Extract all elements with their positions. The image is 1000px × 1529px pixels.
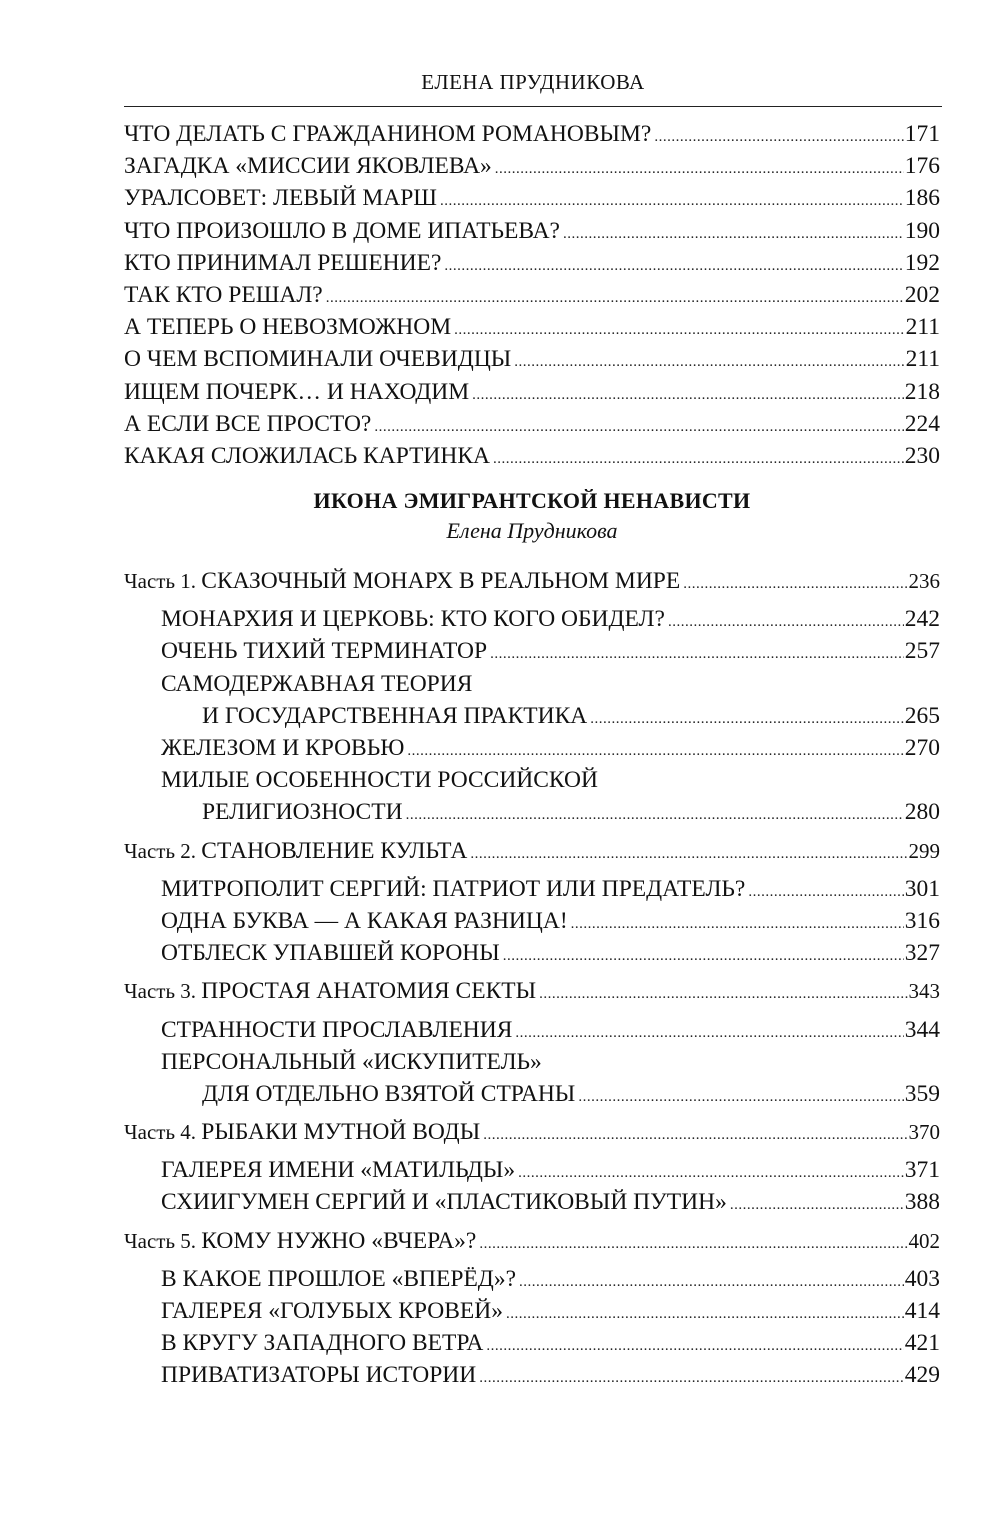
part-name: ПРОСТАЯ АНАТОМИЯ СЕКТЫ [201,978,537,1005]
dot-leader [470,838,907,870]
toc-entry-title: В КРУГУ ЗАПАДНОГО ВЕТРА [161,1330,484,1357]
header-rule [124,106,942,107]
toc-chapter[interactable] [124,1014,940,1046]
toc-entry-title: ЖЕЛЕЗОМ И КРОВЬЮ [161,735,405,761]
dot-leader [563,218,904,250]
toc-entry-title: СХИИГУМЕН СЕРГИЙ И «ПЛАСТИКОВЫЙ ПУТИН» [161,1189,727,1216]
dot-leader [472,379,904,411]
toc-entry-page: 343 [908,979,940,1004]
toc-entry-page: 230 [904,442,940,469]
toc-chapter-line[interactable] [124,668,940,700]
toc-chapter[interactable] [124,635,940,667]
toc-entry-page: 359 [904,1080,940,1107]
dot-leader [479,1228,907,1260]
toc-entry-title: ГАЛЕРЕЯ ИМЕНИ «МАТИЛЬДЫ» [161,1157,516,1184]
part-name: СКАЗОЧНЫЙ МОНАРХ В РЕАЛЬНОМ МИРЕ [201,568,681,595]
toc-entry-title: РЕЛИГИОЗНОСТИ [202,799,403,826]
dot-leader [406,799,904,831]
toc-entry[interactable] [124,247,940,279]
toc-chapter[interactable] [124,1186,940,1218]
toc-entry-title: ОЧЕНЬ ТИХИЙ ТЕРМИНАТОР [161,638,488,665]
toc-entry-page: 316 [904,907,940,934]
toc-chapter[interactable] [124,732,940,764]
dot-leader [407,735,903,767]
dot-leader [683,568,907,600]
dot-leader [483,1119,907,1151]
table-of-contents [124,118,940,1398]
dot-leader [654,121,903,153]
toc-part[interactable] [124,1116,940,1148]
toc-entry-page: 171 [904,121,940,147]
dot-leader [479,1362,904,1394]
toc-entry-title: О ЧЕМ ВСПОМИНАЛИ ОЧЕВИДЦЫ [124,346,512,373]
toc-entry-title: А ТЕПЕРЬ О НЕВОЗМОЖНОМ [124,314,452,341]
toc-entry-title: УРАЛСОВЕТ: ЛЕВЫЙ МАРШ [124,185,437,212]
toc-entry-title: МИЛЫЕ ОСОБЕННОСТИ РОССИЙСКОЙ [161,767,598,794]
toc-part-title [124,565,680,597]
dot-leader [495,153,904,185]
dot-leader [578,1081,903,1113]
toc-entry-page: 414 [904,1298,940,1324]
toc-entry-title: КАКАЯ СЛОЖИЛАСЬ КАРТИНКА [124,442,491,469]
toc-entry-title: В КАКОЕ ПРОШЛОЕ «ВПЕРЁД»? [161,1265,517,1292]
toc-entry[interactable] [124,215,940,247]
part-name: КОМУ НУЖНО «ВЧЕРА»? [201,1227,477,1254]
toc-entry-title: ОТБЛЕСК УПАВШЕЙ КОРОНЫ [161,940,500,967]
toc-entry[interactable] [124,279,940,311]
toc-part-title [124,835,467,867]
dot-leader [514,346,904,378]
dot-leader [539,978,907,1010]
toc-entry-title: ПЕРСОНАЛЬНЫЙ «ИСКУПИТЕЛЬ» [161,1048,542,1075]
toc-entry-page: 190 [904,217,940,244]
toc-entry-title: СТРАННОСТИ ПРОСЛАВЛЕНИЯ [161,1016,513,1043]
toc-chapter[interactable] [124,1263,940,1295]
toc-entry-page: 211 [905,314,940,341]
toc-entry-page: 270 [904,735,940,761]
toc-entry-title: А ЕСЛИ ВСЕ ПРОСТО? [124,410,372,437]
toc-part[interactable] [124,975,940,1007]
toc-entry-page: 211 [905,346,940,373]
toc-entry[interactable] [124,182,940,214]
toc-entry-page: 299 [908,838,940,863]
toc-entry-page: 421 [904,1330,940,1357]
toc-entry[interactable] [124,150,940,182]
toc-chapter-line[interactable] [124,764,940,796]
dot-leader [730,1189,904,1221]
part-label: Часть 3. [124,979,197,1004]
toc-entry-page: 242 [904,606,940,633]
toc-entry-title: И ГОСУДАРСТВЕННАЯ ПРАКТИКА [202,702,588,729]
toc-entry-title: ПРИВАТИЗАТОРЫ ИСТОРИИ [161,1362,477,1389]
toc-chapter[interactable] [124,603,940,635]
part-label: Часть 5. [124,1228,197,1253]
toc-entry-page: 402 [908,1228,940,1253]
dot-leader [590,703,903,735]
toc-entry-page: 218 [904,378,940,405]
dot-leader [515,1017,903,1049]
toc-entry-title: ЧТО ДЕЛАТЬ С ГРАЖДАНИНОМ РОМАНОВЫМ? [124,121,652,147]
toc-entry-page: 371 [904,1157,940,1184]
toc-part[interactable] [124,1225,940,1257]
dot-leader [571,908,904,940]
dot-leader [486,1330,903,1362]
toc-entry-title: КТО ПРИНИМАЛ РЕШЕНИЕ? [124,249,442,276]
toc-entry-title: ДЛЯ ОТДЕЛЬНО ВЗЯТОЙ СТРАНЫ [202,1080,576,1107]
toc-block-1 [124,118,940,472]
dot-leader [490,638,904,670]
toc-chapter[interactable] [124,1078,940,1110]
toc-entry-page: 403 [904,1265,940,1292]
toc-entry-title: ЗАГАДКА «МИССИИ ЯКОВЛЕВА» [124,153,492,180]
toc-entry-page: 388 [904,1189,940,1216]
toc-entry[interactable] [124,440,940,472]
toc-entry[interactable] [124,118,940,150]
toc-entry-page: 224 [904,410,940,437]
dot-leader [748,876,903,908]
dot-leader [326,282,904,314]
toc-entry[interactable] [124,311,940,343]
dot-leader [454,314,905,346]
dot-leader [444,250,903,282]
part-label: Часть 4. [124,1120,197,1145]
toc-entry-page: 429 [904,1362,940,1389]
toc-entry-page: 344 [904,1016,940,1043]
part-label: Часть 2. [124,838,197,863]
toc-entry-page: 370 [908,1120,940,1145]
dot-leader [518,1157,904,1189]
toc-part[interactable] [124,565,940,597]
toc-entry-page: 257 [904,638,940,665]
toc-entry-page: 236 [908,569,940,594]
toc-entry-title: МИТРОПОЛИТ СЕРГИЙ: ПАТРИОТ ИЛИ ПРЕДАТЕЛЬ? [161,875,746,902]
toc-entry-title: САМОДЕРЖАВНАЯ ТЕОРИЯ [161,670,473,697]
toc-entry-page: 176 [904,153,940,180]
book-title: ИКОНА ЭМИГРАНТСКОЙ НЕНАВИСТИ [313,488,751,514]
toc-entry-title: ИЩЕМ ПОЧЕРК… И НАХОДИМ [124,378,470,405]
toc-entry-page: 186 [904,185,940,212]
toc-entry-title: МОНАРХИЯ И ЦЕРКОВЬ: КТО КОГО ОБИДЕЛ? [161,606,665,633]
toc-entry-page: 280 [904,799,940,826]
toc-entry-title: ГАЛЕРЕЯ «ГОЛУБЫХ КРОВЕЙ» [161,1298,503,1324]
toc-entry[interactable] [124,408,940,440]
dot-leader [519,1266,904,1298]
toc-entry[interactable] [124,343,940,375]
part-name: РЫБАКИ МУТНОЙ ВОДЫ [201,1119,481,1146]
part-label: Часть 1. [124,569,197,594]
toc-entry-page: 301 [904,875,940,902]
toc-part-title [124,1116,480,1148]
toc-chapter[interactable] [124,1327,940,1359]
dot-leader [493,443,904,475]
toc-part-title [124,975,536,1007]
toc-part[interactable] [124,835,940,867]
dot-leader [506,1298,904,1330]
toc-entry-page: 192 [904,249,940,276]
toc-chapter[interactable] [124,905,940,937]
dot-leader [440,185,904,217]
toc-entry-page: 265 [904,702,940,729]
toc-chapter[interactable] [124,1154,940,1186]
toc-part-title [124,1225,476,1257]
running-header: ЕЛЕНА ПРУДНИКОВА [421,70,645,94]
toc-chapter[interactable] [124,700,940,732]
book-author: Елена Прудникова [446,518,618,544]
toc-chapter[interactable] [124,1359,940,1391]
toc-entry-title: ЧТО ПРОИЗОШЛО В ДОМЕ ИПАТЬЕВА? [124,217,560,244]
toc-entry-page: 327 [904,940,940,967]
dot-leader [374,411,903,443]
toc-chapter[interactable] [124,796,940,828]
toc-chapter[interactable] [124,873,940,905]
toc-chapter[interactable] [124,1295,940,1327]
part-name: СТАНОВЛЕНИЕ КУЛЬТА [201,837,468,864]
toc-chapter-line[interactable] [124,1046,940,1078]
toc-chapter[interactable] [124,937,940,969]
toc-entry-page: 202 [904,281,940,308]
toc-entry-title: ТАК КТО РЕШАЛ? [124,281,323,308]
toc-entry-title: ОДНА БУКВА — А КАКАЯ РАЗНИЦА! [161,907,568,934]
toc-entry[interactable] [124,376,940,408]
toc-block-2 [124,565,940,1398]
dot-leader [503,940,904,972]
dot-leader [668,606,904,638]
